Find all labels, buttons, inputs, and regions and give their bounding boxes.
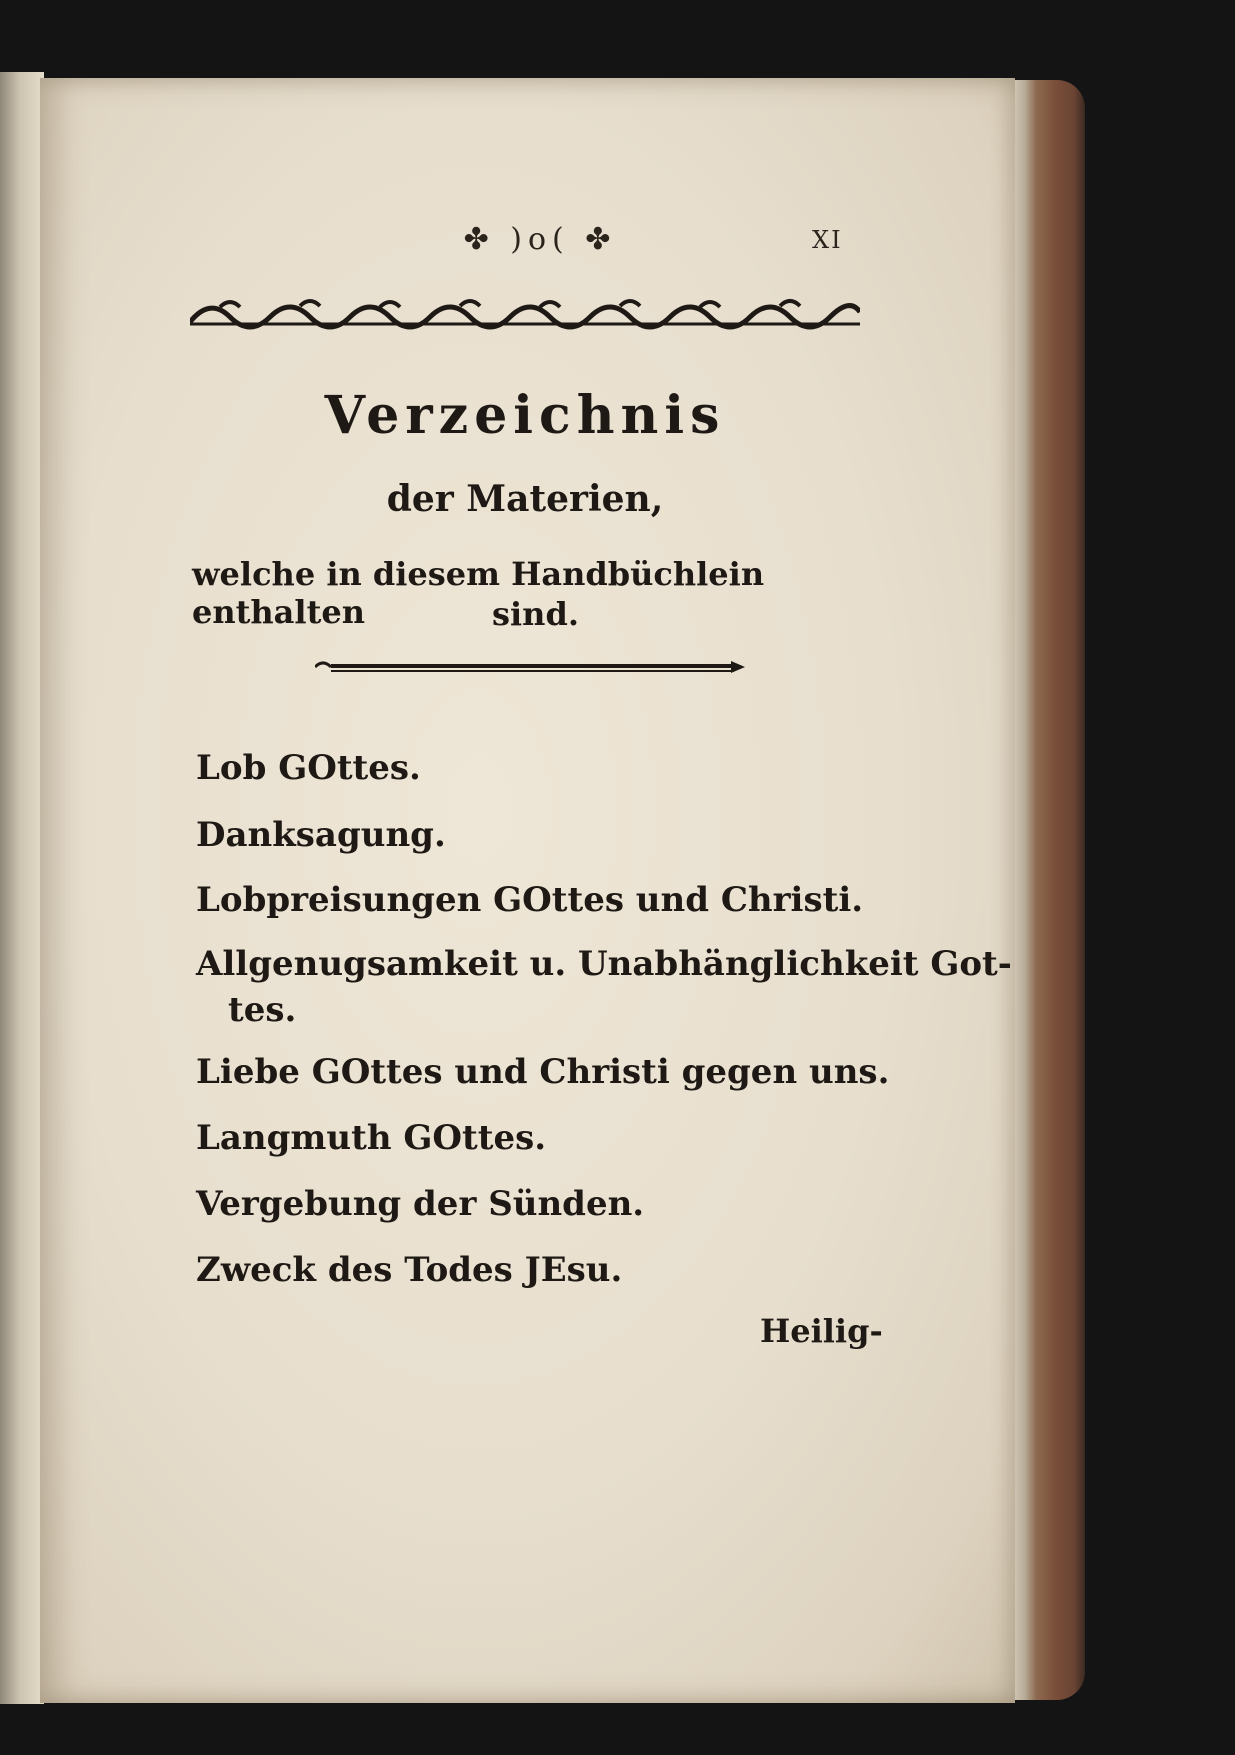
page-title: Verzeichnis xyxy=(324,385,726,446)
catchword: Heilig- xyxy=(760,1312,883,1350)
book-fore-edge xyxy=(1010,80,1085,1700)
title-line-1: welche in diesem Handbüchlein enthalten xyxy=(192,555,765,631)
list-item-continuation: tes. xyxy=(228,990,297,1030)
list-item: Liebe GOttes und Christi gegen uns. xyxy=(196,1052,890,1092)
list-item: Lob GOttes. xyxy=(196,748,421,788)
list-item: Danksagung. xyxy=(196,815,446,855)
list-item: Langmuth GOttes. xyxy=(196,1118,547,1158)
title-line-2: sind. xyxy=(492,595,579,633)
ornament-band xyxy=(190,292,860,332)
divider-rule xyxy=(315,655,745,679)
list-item: Lobpreisungen GOttes und Christi. xyxy=(196,880,864,920)
list-item: Vergebung der Sünden. xyxy=(196,1184,645,1224)
list-item: Zweck des Todes JEsu. xyxy=(196,1250,623,1290)
facing-page-edge xyxy=(0,72,44,1704)
page-subtitle: der Materien, xyxy=(386,478,664,520)
list-item: Allgenugsamkeit u. Unabhänglichkeit Got- xyxy=(196,944,1012,984)
page-number: XI xyxy=(812,226,843,254)
running-head: ✤ )o( ✤ xyxy=(463,222,617,257)
